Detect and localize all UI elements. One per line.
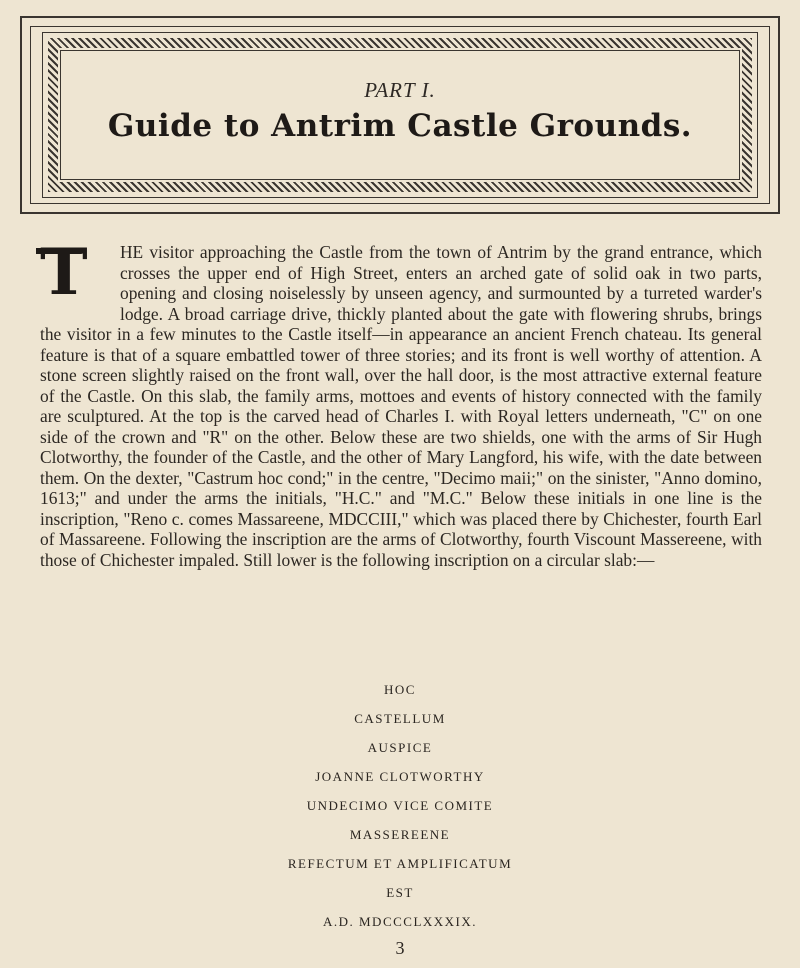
drop-cap	[36, 235, 108, 310]
inscription-line: MASSEREENE	[349, 827, 451, 842]
inscription	[0, 680, 800, 941]
inscription-line: CASTELLUM	[354, 711, 446, 726]
inscription-line: AUSPICE	[367, 740, 433, 755]
body-text	[40, 235, 762, 570]
part-label: PART I.	[364, 78, 436, 102]
inscription-line: EST	[386, 885, 414, 900]
inscription-line: A.D. MDCCCLXXXIX.	[322, 914, 478, 929]
inscription-line: UNDECIMO VICE COMITE	[306, 798, 494, 813]
page-title: Guide to Antrim Castle Grounds.	[107, 108, 693, 144]
body-paragraph: HE visitor approaching the Castle from the town of Antrim by the grand entrance, which crosses the upper end of High Street, enters an arched gate of solid oak in two parts, opening and closing noiselessly by unseen agency, and surmounted by a turreted warder's lodge. A broad carriage drive, thickly planted about the gate with flowering shrubs, brings the visitor in a few minutes to the Castle itself—in appearance an ancient French chateau. Its general feature is that of a square embattled tower of three stories; and its front is well worthy of attention. A stone screen slightly raised on the front wall, over the hall door, is the most attractive external feature of the Castle. On this slab, the family arms, mottoes and events of history connected with the family are sculptured. At the top is the carved head of Charles I. with Royal letters underneath, "C" on one side of the crown and "R" on the other. Below these are two shields, one with the arms of Sir Hugh Clotworthy, the founder of the Castle, and the other of Mary Langford, his wife, with the date between them. On the dexter, "Castrum hoc cond;" in the centre, "Decimo maii;" on the sinister, "Anno domino, 1613;" and under the arms the initials, "H.C." and "M.C." Below these initials in one line is the inscription, "Reno c. comes Massareene, MDCCIII," which was placed there by Chichester, fourth Earl of Massareene. Following the inscription are the arms of Clotworthy, fourth Viscount Massereene, with those of Chichester impaled. Still lower is the following inscription on a circular slab:—	[40, 242, 762, 570]
page-number: 3	[395, 938, 405, 958]
inscription-line: REFECTUM ET AMPLIFICATUM	[287, 856, 513, 871]
inscription-line: JOANNE CLOTWORTHY	[315, 769, 485, 784]
drop-cap-letter: T	[40, 235, 88, 310]
inscription-line: HOC	[384, 682, 416, 697]
